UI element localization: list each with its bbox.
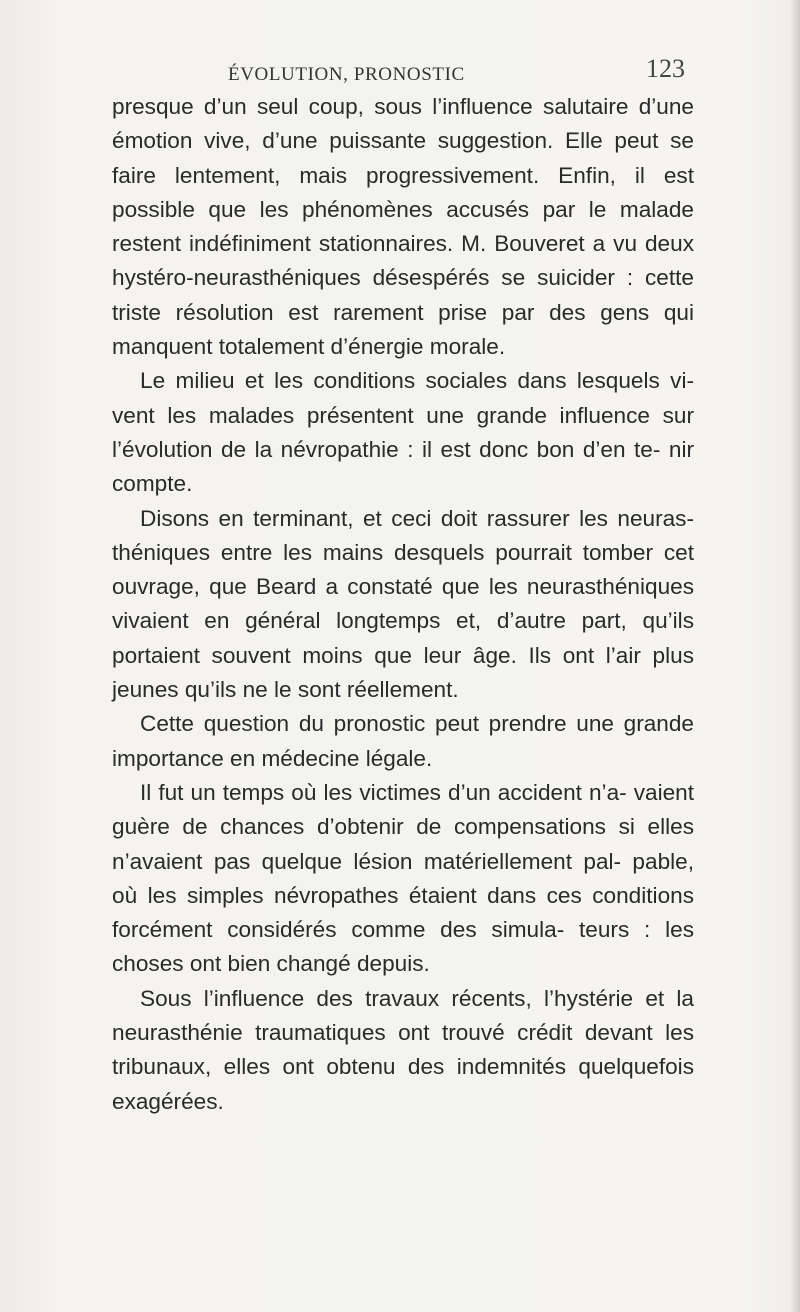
paragraph: Le milieu et les conditions sociales dans lesquels vi- vent les malades présentent une grande influence sur l’évolution de la névropathie : il est donc bon d’en te- nir compte. [112, 368, 694, 497]
paragraph: Il fut un temps où les victimes d’un accident n’a- vaient guère de chances d’obtenir de compensations si elles n’avaient pas quelque lésion matériellement pal- pable, où les simples névropathes étaient dans ces conditions forcément considérés comme des simula- teurs : les choses ont bien changé depuis. [112, 779, 694, 977]
running-head [228, 54, 685, 94]
paragraph: Sous l’influence des travaux récents, l’hystérie et la neurasthénie traumatiques ont trouvé crédit devant les tribunaux, elles ont obtenu des indemnités quelquefois exagérées. [112, 985, 694, 1114]
paragraph: presque d’un seul coup, sous l’influence salutaire d’une émotion vive, d’une puissante suggestion. Elle peut se faire lentement, mais progressivement. Enfin, il est possible que les phénomènes accusés par le malade restent indéfiniment stationnaires. M. Bouveret a vu deux hystéro-neurasthéniques désespérés se suicider : cette triste résolution est rarement prise par des gens qui manquent totalement d’énergie morale. [112, 94, 694, 360]
page-number: 123 [646, 54, 685, 83]
paragraph: Cette question du pronostic peut prendre une grande importance en médecine légale. [112, 711, 694, 771]
running-title: ÉVOLUTION, PRONOSTIC [228, 64, 465, 85]
paragraph: Disons en terminant, et ceci doit rassurer les neuras- théniques entre les mains desquels pourrait tomber cet ouvrage, que Beard a constaté que les neurasthéniques vivaient en général longtemps et, d’autre part, qu’ils portaient souvent moins que leur âge. Ils ont l’air plus jeunes qu’ils ne le sont réellement. [112, 505, 694, 703]
page-edge-shadow [790, 0, 800, 1312]
body-text [112, 90, 694, 1119]
